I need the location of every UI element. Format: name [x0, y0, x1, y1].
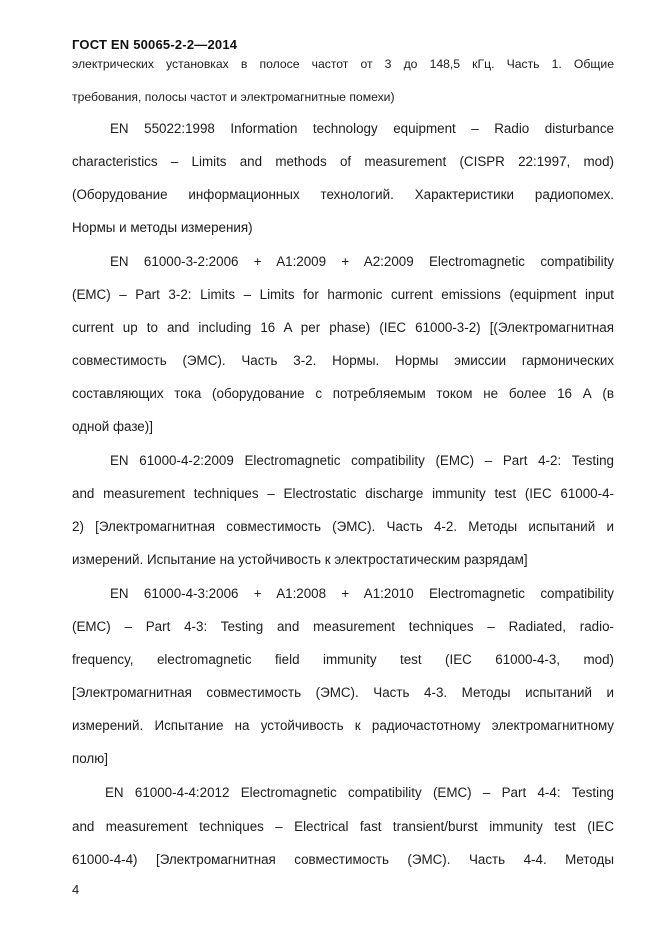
text-line: (EMC) – Part 4-3: Testing and measurement techniques – Radiated, radio- [72, 619, 614, 634]
text-line: frequency, electromagnetic field immunity test (IEC 61000-4-3, mod) [72, 652, 614, 667]
text-line: измерений. Испытание на устойчивость к радиочастотному электромагнитному [72, 718, 614, 733]
text-line: совместимость (ЭМС). Часть 3-2. Нормы. Нормы эмиссии гармонических [72, 353, 614, 368]
text-line: EN 61000-4-3:2006 + A1:2008 + A1:2010 Electromagnetic compatibility [110, 586, 614, 601]
text-line: EN 61000-3-2:2006 + A1:2009 + A2:2009 Electromagnetic compatibility [110, 254, 614, 269]
text-line: EN 61000-4-4:2012 Electromagnetic compatibility (EMC) – Part 4-4: Testing [105, 785, 614, 800]
text-line: EN 61000-4-2:2009 Electromagnetic compatibility (EMC) – Part 4-2: Testing [110, 453, 614, 468]
text-line: (EMC) – Part 3-2: Limits – Limits for harmonic current emissions (equipment input [72, 287, 614, 302]
page-number: 4 [72, 882, 80, 897]
text-line: 61000-4-4) [Электромагнитная совместимость (ЭМС). Часть 4-4. Методы [72, 852, 614, 867]
text-line: characteristics – Limits and methods of measurement (CISPR 22:1997, mod) [72, 154, 614, 169]
text-line: полю] [72, 751, 108, 766]
text-line: Нормы и методы измерения) [72, 220, 253, 235]
text-line: current up to and including 16 A per phase) (IEC 61000-3-2) [(Электромагнитная [72, 320, 614, 335]
text-line: and measurement techniques – Electrostatic discharge immunity test (IEC 61000-4- [72, 486, 614, 501]
text-line: and measurement techniques – Electrical fast transient/burst immunity test (IEC [72, 819, 614, 834]
text-line: [Электромагнитная совместимость (ЭМС). Часть 4-3. Методы испытаний и [72, 685, 614, 700]
text-line: электрических установках в полосе частот от 3 до 148,5 кГц. Часть 1. Общие [72, 57, 614, 71]
text-line: одной фазе)] [72, 419, 153, 434]
text-line: (Оборудование информационных технологий. Характеристики радиопомех. [72, 187, 614, 202]
text-line: EN 55022:1998 Information technology equipment – Radio disturbance [110, 121, 614, 136]
text-line: требования, полосы частот и электромагнитные помехи) [72, 90, 395, 104]
text-line: составляющих тока (оборудование с потребляемым током не более 16 А (в [72, 386, 614, 401]
document-header: ГОСТ EN 50065-2-2—2014 [72, 37, 238, 52]
text-line: измерений. Испытание на устойчивость к электростатическим разрядам] [72, 552, 528, 567]
text-line: 2) [Электромагнитная совместимость (ЭМС). Часть 4-2. Методы испытаний и [72, 519, 614, 534]
